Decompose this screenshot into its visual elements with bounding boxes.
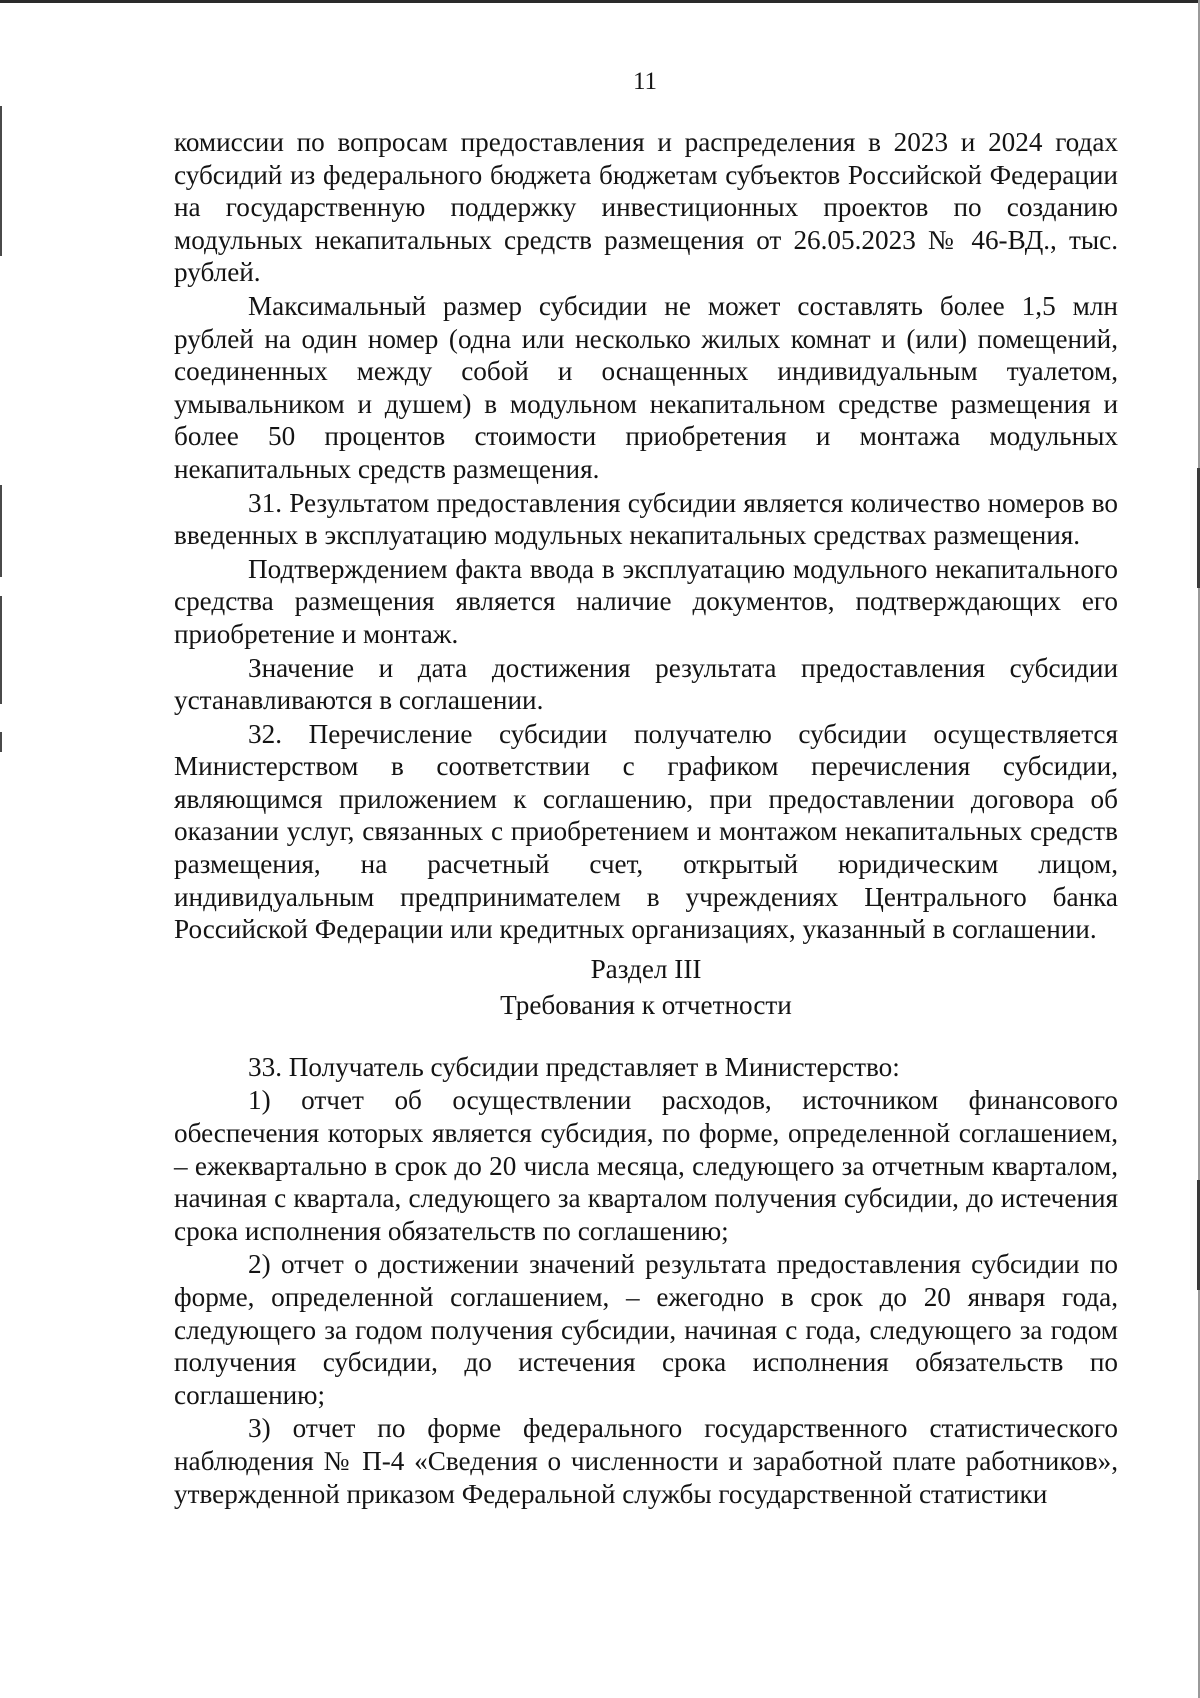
paragraph: Значение и дата достижения результата предоставления субсидии устанавливаются в соглашении. xyxy=(174,652,1118,716)
paragraph-item-32: 32. Перечисление субсидии получателю субсидии осуществляется Министерством в соответствии с графиком перечисления субсидии, являющимся приложением к соглашению, при предоставлении договора об оказании услуг, связанных с приобретением и монтажом некапитальных средств размещения, на расчетный счет, открытый юридическим лицом, индивидуальным предпринимателем в учреждениях Центрального банка Российской Федерации или кредитных организациях, указанный в соглашении. xyxy=(174,718,1118,945)
list-item-2: 2) отчет о достижении значений результата предоставления субсидии по форме, определенной соглашением, – ежегодно в срок до 20 января года, следующего за годом получения субсидии, начиная с года, следующего за годом получения субсидии, до истечения срока исполнения обязательств по соглашению; xyxy=(174,1249,1118,1410)
scan-artifact-left xyxy=(0,485,2,577)
page-number: 11 xyxy=(632,68,658,95)
scan-artifact-left xyxy=(0,596,2,704)
section-title: Требования к отчетности xyxy=(500,989,792,1020)
list-item-1: 1) отчет об осуществлении расходов, источником финансового обеспечения которых является субсидия, по форме, определенной соглашением, – ежеквартально в срок до 20 числа месяца, следующего за отчетным кварталом, начиная с квартала, следующего за кварталом получения субсидии, до истечения срока исполнения обязательств по соглашению; xyxy=(174,1085,1118,1246)
list-item-3: 3) отчет по форме федерального государственного статистического наблюдения № П-4 «Сведения о численности и заработной плате работников», утвержденной приказом Федеральной службы государственной статистики xyxy=(174,1413,1118,1509)
document-body xyxy=(174,126,1118,1510)
paragraph-item-31: 31. Результатом предоставления субсидии является количество номеров во введенных в эксплуатацию модульных некапитальных средствах размещения. xyxy=(174,487,1118,551)
scan-artifact-left xyxy=(0,732,2,752)
paragraph-item-33: 33. Получатель субсидии представляет в Министерство: xyxy=(248,1051,900,1082)
scan-artifact-left xyxy=(0,106,2,256)
section-number: Раздел III xyxy=(590,953,702,984)
paragraph: Максимальный размер субсидии не может составлять более 1,5 млн рублей на один номер (одна или несколько жилых комнат и (или) помещений, соединенных между собой и оснащенных индивидуальным туалетом, умывальником и душем) в модульном некапитальном средстве размещения и более 50 процентов стоимости приобретения и монтажа модульных некапитальных средств размещения. xyxy=(174,290,1118,484)
section-heading xyxy=(174,951,1118,1023)
scan-edge-top xyxy=(0,0,1200,3)
paragraph: Подтверждением факта ввода в эксплуатацию модульного некапитального средства размещения является наличие документов, подтверждающих его приобретение и монтаж. xyxy=(174,553,1118,649)
paragraph: комиссии по вопросам предоставления и распределения в 2023 и 2024 годах субсидий из федерального бюджета бюджетам субъектов Российской Федерации на государственную поддержку инвестиционных проектов по созданию модульных некапитальных средств размещения от 26.05.2023 № 46-ВД., тыс. рублей. xyxy=(174,127,1118,288)
